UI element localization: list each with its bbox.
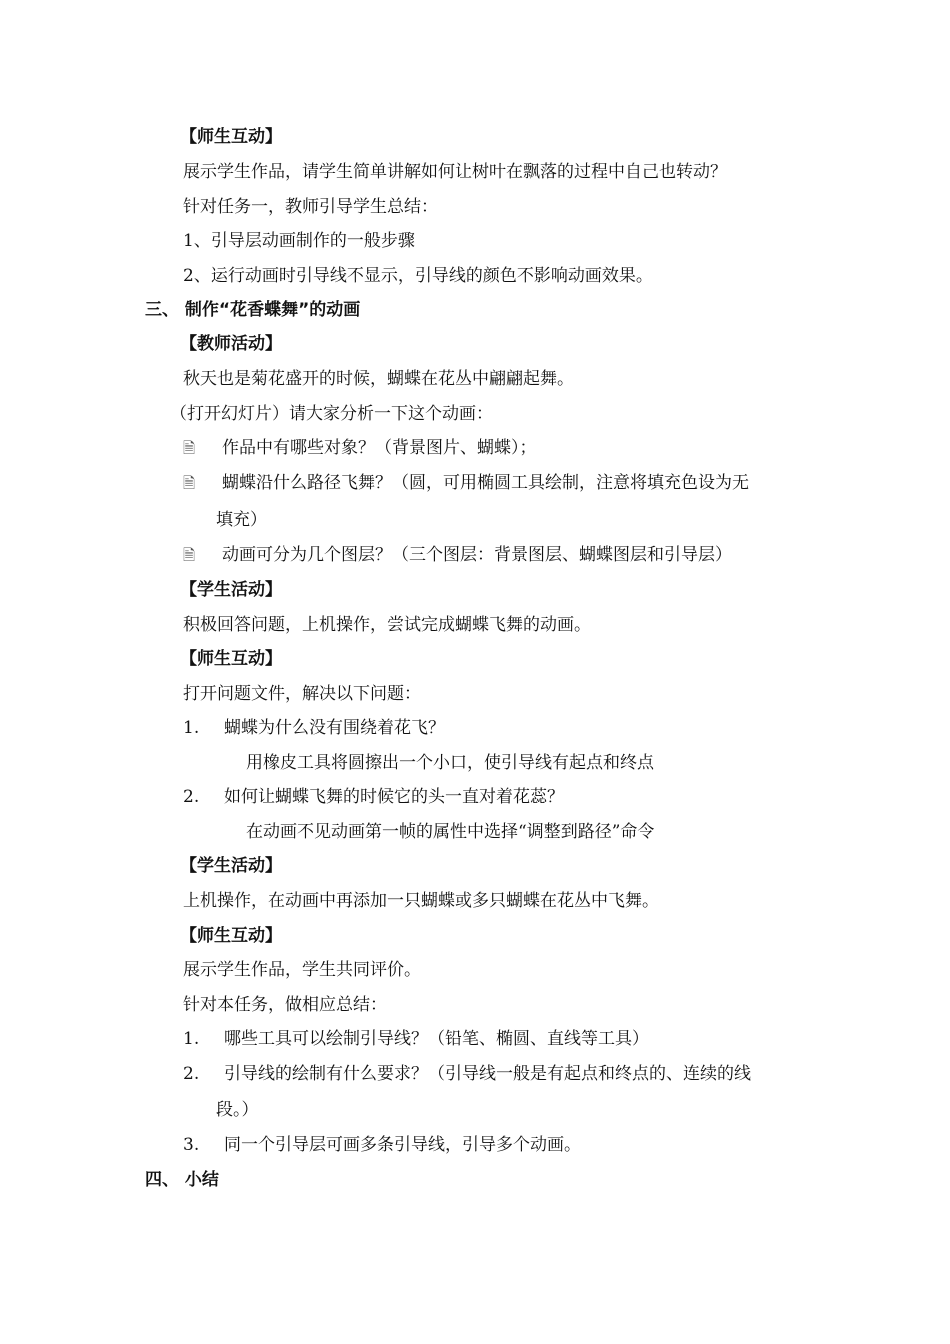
list-number: 2. [183, 787, 200, 807]
list-number: 2. [183, 1064, 200, 1084]
paragraph: 打开问题文件，解决以下问题： [183, 684, 421, 704]
bullet-text: 动画可分为几个图层？（三个图层：背景图层、蝴蝶图层和引导层） [222, 545, 732, 565]
summary-text: 引导线的绘制有什么要求？（引导线一般是有起点和终点的、连续的线 [224, 1064, 751, 1084]
heading-student-activity: 【学生活动】 [180, 580, 282, 600]
bullet-text-continued: 填充） [216, 510, 267, 530]
section-title: 四、 小结 [145, 1170, 219, 1190]
answer-text: 用橡皮工具将圆擦出一个小口，使引导线有起点和终点 [246, 753, 654, 773]
paragraph: 展示学生作品，学生共同评价。 [183, 960, 421, 980]
section-title: 三、 制作“花香蝶舞”的动画 [145, 300, 361, 320]
document-bullet-icon: 🗎 [183, 439, 196, 457]
paragraph: （打开幻灯片）请大家分析一下这个动画： [170, 404, 493, 424]
list-number: 3. [183, 1135, 200, 1155]
list-number: 1. [183, 718, 200, 738]
paragraph: 积极回答问题，上机操作，尝试完成蝴蝶飞舞的动画。 [183, 615, 591, 635]
heading-student-activity: 【学生活动】 [180, 856, 282, 876]
paragraph: 针对任务一，教师引导学生总结： [183, 197, 438, 217]
heading-teacher-activity: 【教师活动】 [180, 334, 282, 354]
paragraph: 针对本任务，做相应总结： [183, 995, 387, 1015]
paragraph: 展示学生作品，请学生简单讲解如何让树叶在飘落的过程中自己也转动？ [183, 162, 727, 182]
summary-text: 同一个引导层可画多条引导线，引导多个动画。 [224, 1135, 581, 1155]
list-item: 1、引导层动画制作的一般步骤 [183, 231, 415, 251]
question-text: 如何让蝴蝶飞舞的时候它的头一直对着花蕊？ [224, 787, 564, 807]
question-text: 蝴蝶为什么没有围绕着花飞？ [224, 718, 445, 738]
heading-interaction: 【师生互动】 [180, 926, 282, 946]
summary-text: 哪些工具可以绘制引导线？（铅笔、椭圆、直线等工具） [224, 1029, 649, 1049]
paragraph: 秋天也是菊花盛开的时候，蝴蝶在花丛中翩翩起舞。 [183, 369, 574, 389]
list-number: 1. [183, 1029, 200, 1049]
document-bullet-icon: 🗎 [183, 474, 196, 492]
answer-text: 在动画不见动画第一帧的属性中选择“调整到路径”命令 [246, 822, 655, 842]
bullet-text: 蝴蝶沿什么路径飞舞？（圆，可用椭圆工具绘制，注意将填充色设为无 [222, 473, 749, 493]
document-bullet-icon: 🗎 [183, 546, 196, 564]
bullet-text: 作品中有哪些对象？（背景图片、蝴蝶）； [222, 438, 537, 458]
heading-interaction: 【师生互动】 [180, 649, 282, 669]
heading-interaction: 【师生互动】 [180, 127, 282, 147]
paragraph: 上机操作，在动画中再添加一只蝴蝶或多只蝴蝶在花丛中飞舞。 [183, 891, 659, 911]
list-item: 2、运行动画时引导线不显示，引导线的颜色不影响动画效果。 [183, 266, 653, 286]
summary-text-continued: 段。） [216, 1100, 259, 1120]
